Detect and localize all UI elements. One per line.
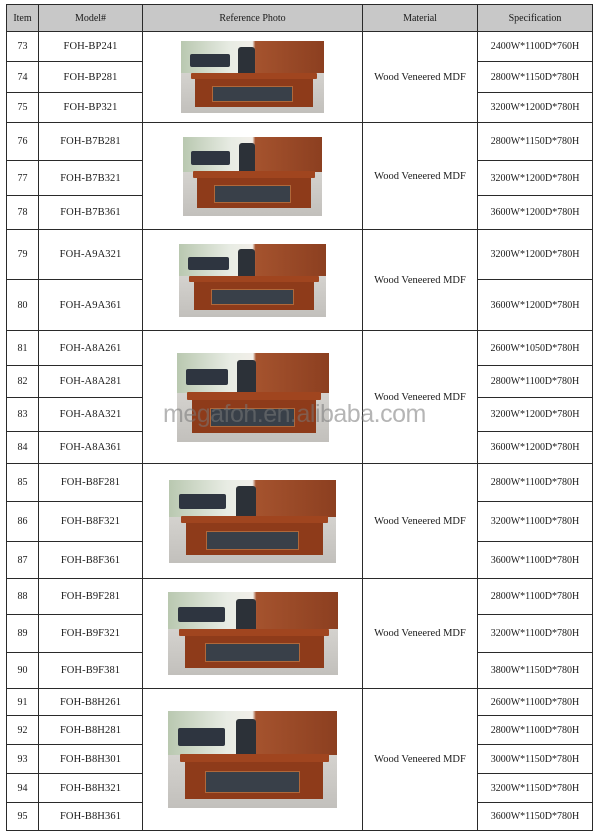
reference-photo-cell <box>143 230 363 331</box>
item-number: 73 <box>7 32 39 62</box>
specification: 3200W*1200D*780H <box>478 398 593 432</box>
item-number: 93 <box>7 745 39 774</box>
model-number: FOH-B8H261 <box>39 689 143 716</box>
desk-photo <box>179 244 326 317</box>
item-number: 86 <box>7 502 39 542</box>
table-row <box>7 689 593 716</box>
table-header-row <box>7 5 593 32</box>
item-number: 94 <box>7 774 39 803</box>
specification: 3600W*1200D*780H <box>478 432 593 464</box>
model-number: FOH-A8A321 <box>39 398 143 432</box>
header-item: Item <box>7 5 39 32</box>
model-number: FOH-A9A321 <box>39 230 143 280</box>
specification: 3600W*1200D*780H <box>478 196 593 230</box>
specification: 3200W*1100D*780H <box>478 615 593 653</box>
material-cell: Wood Veneered MDF <box>363 689 478 831</box>
reference-photo-cell <box>143 331 363 464</box>
model-number: FOH-A8A361 <box>39 432 143 464</box>
table-row <box>7 331 593 366</box>
model-number: FOH-B8F361 <box>39 542 143 579</box>
item-number: 88 <box>7 579 39 615</box>
specification: 3000W*1150D*780H <box>478 745 593 774</box>
product-spec-table <box>6 4 593 831</box>
specification: 3200W*1100D*780H <box>478 502 593 542</box>
model-number: FOH-B8H281 <box>39 716 143 745</box>
reference-photo-cell <box>143 579 363 689</box>
specification: 2800W*1150D*780H <box>478 123 593 161</box>
model-number: FOH-B8H301 <box>39 745 143 774</box>
specification: 3600W*1150D*780H <box>478 803 593 831</box>
reference-photo-cell <box>143 464 363 579</box>
specification: 3600W*1200D*780H <box>478 280 593 331</box>
header-model: Model# <box>39 5 143 32</box>
specification: 2600W*1050D*780H <box>478 331 593 366</box>
model-number: FOH-A9A361 <box>39 280 143 331</box>
material-cell: Wood Veneered MDF <box>363 464 478 579</box>
model-number: FOH-BP281 <box>39 62 143 93</box>
specification: 2800W*1100D*780H <box>478 579 593 615</box>
item-number: 79 <box>7 230 39 280</box>
table-row <box>7 579 593 615</box>
watermark-text: megafoh.en.alibaba.com <box>163 400 426 428</box>
item-number: 85 <box>7 464 39 502</box>
item-number: 91 <box>7 689 39 716</box>
reference-photo-cell <box>143 32 363 123</box>
table-row <box>7 32 593 62</box>
specification: 3800W*1150D*780H <box>478 653 593 689</box>
table-row <box>7 230 593 280</box>
model-number: FOH-B7B361 <box>39 196 143 230</box>
item-number: 95 <box>7 803 39 831</box>
item-number: 90 <box>7 653 39 689</box>
model-number: FOH-B9F281 <box>39 579 143 615</box>
model-number: FOH-A8A281 <box>39 366 143 398</box>
material-cell: Wood Veneered MDF <box>363 230 478 331</box>
item-number: 76 <box>7 123 39 161</box>
item-number: 77 <box>7 161 39 196</box>
model-number: FOH-B9F381 <box>39 653 143 689</box>
header-material: Material <box>363 5 478 32</box>
specification: 3600W*1100D*780H <box>478 542 593 579</box>
specification: 2800W*1100D*780H <box>478 464 593 502</box>
item-number: 82 <box>7 366 39 398</box>
specification: 3200W*1200D*780H <box>478 93 593 123</box>
desk-photo <box>168 592 338 675</box>
desk-photo <box>177 353 329 442</box>
item-number: 74 <box>7 62 39 93</box>
item-number: 92 <box>7 716 39 745</box>
model-number: FOH-BP321 <box>39 93 143 123</box>
specification: 2600W*1100D*780H <box>478 689 593 716</box>
desk-photo <box>168 711 337 808</box>
material-cell: Wood Veneered MDF <box>363 331 478 464</box>
specification: 3200W*1200D*780H <box>478 161 593 196</box>
header-specification: Specification <box>478 5 593 32</box>
header-reference-photo: Reference Photo <box>143 5 363 32</box>
model-number: FOH-B8F321 <box>39 502 143 542</box>
reference-photo-cell <box>143 123 363 230</box>
specification: 2800W*1150D*780H <box>478 62 593 93</box>
material-cell: Wood Veneered MDF <box>363 579 478 689</box>
model-number: FOH-B8H361 <box>39 803 143 831</box>
item-number: 83 <box>7 398 39 432</box>
specification: 3200W*1150D*780H <box>478 774 593 803</box>
reference-photo-cell <box>143 689 363 831</box>
desk-photo <box>169 480 336 563</box>
model-number: FOH-B9F321 <box>39 615 143 653</box>
specification: 2800W*1100D*780H <box>478 716 593 745</box>
model-number: FOH-B8F281 <box>39 464 143 502</box>
model-number: FOH-B7B281 <box>39 123 143 161</box>
item-number: 89 <box>7 615 39 653</box>
desk-photo <box>183 137 322 216</box>
item-number: 81 <box>7 331 39 366</box>
item-number: 80 <box>7 280 39 331</box>
material-cell: Wood Veneered MDF <box>363 123 478 230</box>
model-number: FOH-BP241 <box>39 32 143 62</box>
specification: 2400W*1100D*760H <box>478 32 593 62</box>
specification: 3200W*1200D*780H <box>478 230 593 280</box>
item-number: 84 <box>7 432 39 464</box>
model-number: FOH-B7B321 <box>39 161 143 196</box>
material-cell: Wood Veneered MDF <box>363 32 478 123</box>
specification: 2800W*1100D*780H <box>478 366 593 398</box>
model-number: FOH-A8A261 <box>39 331 143 366</box>
model-number: FOH-B8H321 <box>39 774 143 803</box>
item-number: 75 <box>7 93 39 123</box>
table-row <box>7 464 593 502</box>
item-number: 87 <box>7 542 39 579</box>
desk-photo <box>181 41 324 113</box>
item-number: 78 <box>7 196 39 230</box>
table-row <box>7 123 593 161</box>
